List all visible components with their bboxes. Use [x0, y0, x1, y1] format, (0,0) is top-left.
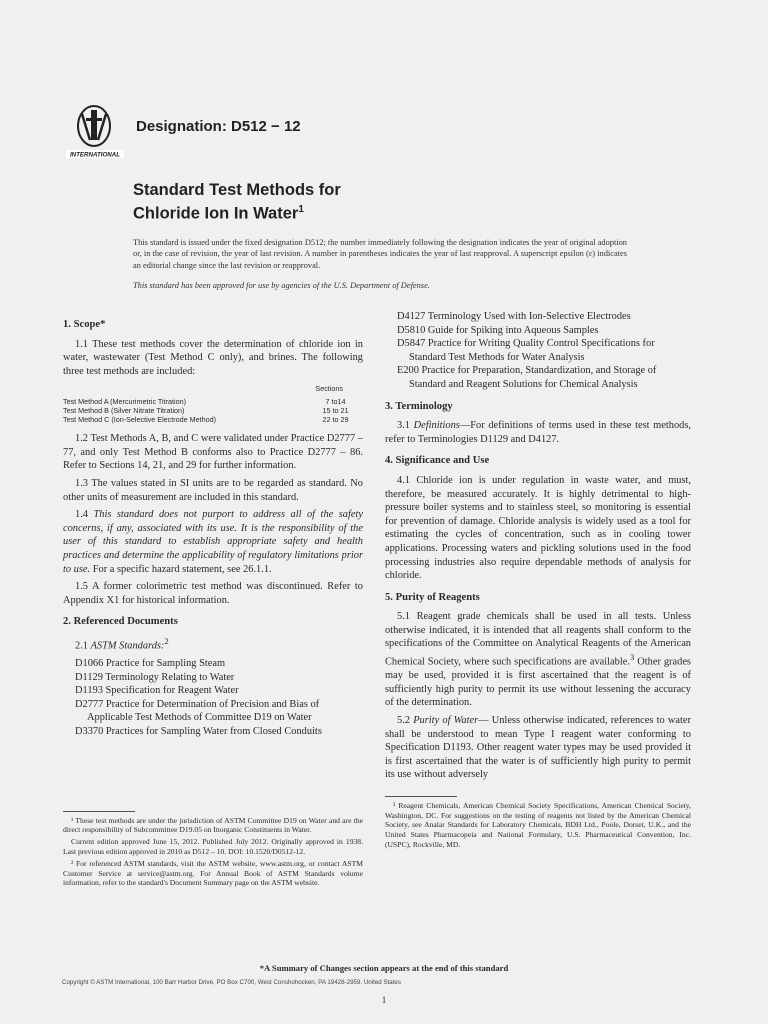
paragraph-1-2: 1.2 Test Methods A, B, and C were validated under Practice D2777 – 77, and only Test Method B conforms also to Practice D2777 – 86. Refer to Sections 14, 21, and 29 for further information. [63, 433, 363, 472]
method-sections: 7 to14 [325, 396, 346, 406]
table-row [63, 406, 363, 415]
paragraph-1-5: 1.5 A former colorimetric test method was discontinued. Refer to Appendix X1 for historical information. [63, 581, 363, 606]
method-name: Test Method A (Mercurimetric Titration) [63, 396, 187, 406]
summary-of-changes-note: *A Summary of Changes section appears at the end of this standard [259, 963, 509, 973]
paragraph-number: 5.2 [397, 714, 414, 726]
footnote-divider [385, 796, 457, 797]
list-item: D1129 Terminology Relating to Water [75, 671, 235, 683]
right-column [385, 310, 691, 852]
safety-statement: This standard does not purport to address all of the safety concerns, if any, associated with its use. It is the responsibility of the user of this standard to establish appropriate safety and health practices and determine the applicability of regulatory limitations prior to use. [63, 509, 363, 575]
paragraph-1-4 [63, 508, 363, 576]
paragraph-5-1 [385, 610, 691, 710]
table-row [63, 415, 363, 424]
footnote-ref: 2 [164, 635, 169, 646]
title-line-1: Standard Test Methods for [133, 181, 341, 199]
footnote-ref: 3 [629, 652, 635, 663]
footnote-3: ³ Reagent Chemicals, American Chemical Society Specifications, American Chemical Society, Washington, DC. For suggestions on the testing of reagents not listed by the American Chemical Society, see Analar Standards for Laboratory Chemicals, BDH Ltd., Poole, Dorset, U.K., and the United States Pharmacopeia and National Formulary, U.S. Pharmaceutical Convention, Inc. (USPC), Rockville, MD. [385, 800, 691, 850]
issuance-note: This standard is issued under the fixed designation D512; the number immediately following the designation indicates the year of original adoption or, in the case of revision, the year of last revision. A number in parentheses indicates the year of last reapproval. A superscript epsilon (ε) indicates an editorial change since the last revision or reapproval. [133, 238, 627, 270]
paragraph-text: Other grades may be used, provided it is first ascertained that the reagent is of sufficiently high purity to permit its use without lessening the accuracy of the determination. [385, 656, 691, 709]
list-item: D5847 Practice for Writing Quality Control Specifications for Standard Test Methods for Water Analysis [397, 338, 655, 363]
paragraph-text: — Unless otherwise indicated, references to water shall be understood to mean Type I reagent water conforming to Specification D1193. Other reagent water types may be used provided it is first ascertained that the water is of sufficiently high purity to permit its use without adversely [385, 714, 691, 781]
copyright-line: Copyright © ASTM International, 100 Barr Harbor Drive, PO Box C700, West Conshohocken, PA 19428-2959. United States [62, 979, 401, 986]
method-name: Test Method C (Ion-Selective Electrode Method) [63, 414, 217, 424]
left-column [63, 310, 363, 890]
list-item: D3370 Practices for Sampling Water from Closed Conduits [75, 725, 322, 737]
list-item: E200 Practice for Preparation, Standardization, and Storage of Standard and Reagent Solutions for Chemical Analysis [397, 365, 657, 390]
dod-note: This standard has been approved for use by agencies of the U.S. Department of Defense. [133, 281, 430, 290]
footnote-2: ² For referenced ASTM standards, visit the ASTM website, www.astm.org, or contact ASTM Customer Service at service@astm.org. For Annual Book of ASTM Standards volume information, refer to the standard's Document Summary page on the ASTM website. [63, 858, 363, 888]
footnote-divider [63, 811, 135, 812]
designation: Designation: D512 − 12 [136, 118, 301, 135]
paragraph-5-2 [385, 714, 691, 782]
list-item: D4127 Terminology Used with Ion-Selective Electrodes [397, 311, 631, 322]
paragraph-3-1 [385, 419, 691, 446]
title-line-2 [133, 200, 553, 224]
list-item: D5810 Guide for Spiking into Aqueous Samples [397, 324, 599, 336]
paragraph-1-1: 1.1 These test methods cover the determination of chloride ion in water, wastewater (Test Method C only), and brines. The following three test methods are included: [63, 338, 363, 377]
paragraph-text: 5.1 Reagent grade chemicals shall be used in all tests. Unless otherwise indicated, it is intended that all reagents shall conform to the specifications of the Committee on Analytical Reagents of the American Chemical Society, where such specifications are available. [385, 611, 691, 668]
paragraph-4-1: 4.1 Chloride ion is under regulation in waste water, and must, therefore, be measured accurately. It is highly detrimental to high-pressure boiler systems and to stainless steel, so monitoring is essential for prevention of damage. Chloride analysis is widely used as a tool for estimating the cycles of concentration, such as in cooling tower applications. Processing waters and pickling solutions used in the food processing industries also require dependable methods of analysis for chloride. [385, 474, 691, 582]
paragraph-number: 2.1 [75, 640, 91, 652]
list-item: D1193 Specification for Reagent Water [75, 685, 239, 697]
astm-logo-icon [64, 104, 126, 160]
section-heading-significance: 4. Significance and Use [385, 455, 490, 467]
title-text: Chloride Ion In Water [133, 204, 299, 223]
section-heading-purity: 5. Purity of Reagents [385, 591, 480, 603]
footnotes-right [385, 801, 691, 850]
methods-table-header: Sections [315, 384, 343, 394]
section-heading-scope: 1. Scope* [63, 319, 106, 330]
purity-of-water-label: Purity of Water [413, 714, 479, 726]
hazard-reference: For a specific hazard statement, see 26.1.1. [90, 563, 272, 575]
method-name: Test Method B (Silver Nitrate Titration) [63, 405, 185, 415]
table-row [63, 397, 363, 406]
footnotes-left [63, 816, 363, 889]
method-sections: 22 to 29 [322, 414, 349, 424]
title-footnote-ref: 1 [298, 204, 304, 215]
methods-table [63, 384, 363, 424]
list-item: D1066 Practice for Sampling Steam [75, 657, 226, 669]
definitions-text: —For definitions of terms used in these test methods, refer to Terminologies D1129 and D4127. [385, 420, 691, 445]
paragraph-number: 3.1 [397, 420, 414, 432]
logo-text: INTERNATIONAL [69, 151, 121, 159]
page-title [133, 180, 553, 224]
paragraph-2-1 [63, 635, 363, 653]
page-number: 1 [381, 995, 387, 1005]
definitions-label: Definitions [413, 420, 460, 432]
paragraph-1-3: 1.3 The values stated in SI units are to be regarded as standard. No other units of measurement are included in this standard. [63, 477, 363, 503]
method-sections: 15 to 21 [322, 405, 349, 415]
paragraph-number: 1.4 [75, 509, 94, 521]
footnote-1-edition: Current edition approved June 15, 2012. Published July 2012. Originally approved in 1938. Last previous edition approved in 2010 as D512 – 10. DOI: 10.1520/D0512-12. [63, 837, 363, 856]
section-heading-referenced-documents: 2. Referenced Documents [63, 616, 178, 628]
astm-standards-label: ASTM Standards: [90, 640, 165, 652]
list-item: D2777 Practice for Determination of Precision and Bias of Applicable Test Methods of Committee D19 on Water [75, 698, 320, 724]
footnote-1: ¹ These test methods are under the jurisdiction of ASTM Committee D19 on Water and are the direct responsibility of Subcommittee D19.05 on Inorganic Constituents in Water. [63, 815, 363, 835]
section-heading-terminology: 3. Terminology [385, 400, 453, 412]
